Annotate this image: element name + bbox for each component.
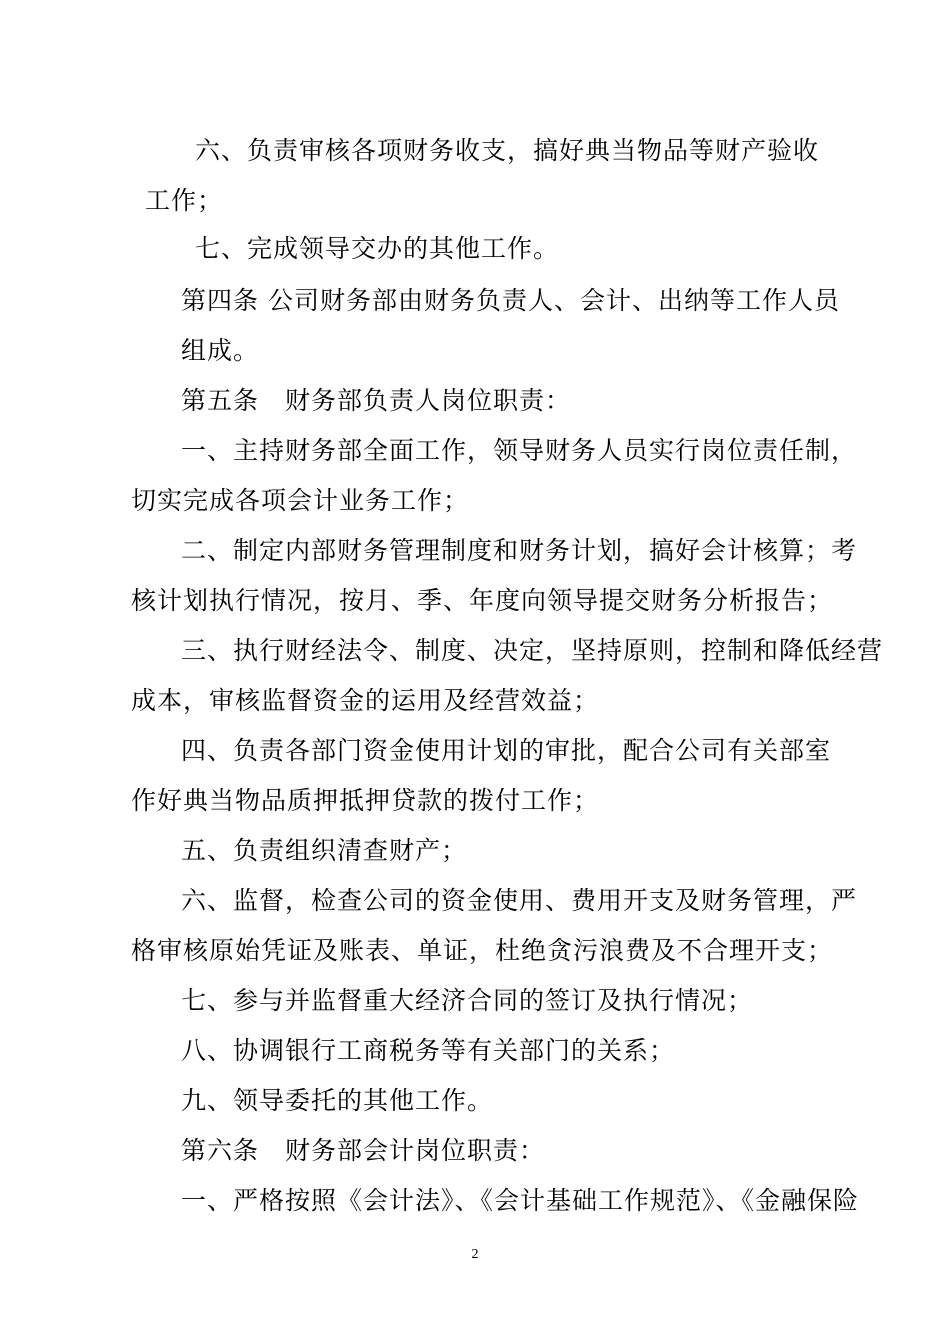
text-line: 七、完成领导交办的其他工作。 — [195, 234, 560, 263]
text-line: 二、制定内部财务管理制度和财务计划，搞好会计核算；考 — [181, 536, 858, 565]
text-line: 格审核原始凭证及账表、单证，杜绝贪污浪费及不合理开支； — [131, 936, 834, 965]
text-line: 六、监督，检查公司的资金使用、费用开支及财务管理，严 — [181, 886, 858, 915]
text-line: 一、严格按照《会计法》、《会计基础工作规范》、《金融保险 — [181, 1186, 860, 1215]
page-number: 2 — [471, 1247, 479, 1262]
text-line: 第四条 公司财务部由财务负责人、会计、出纳等工作人员 — [181, 286, 840, 315]
text-line: 七、参与并监督重大经济合同的签订及执行情况； — [181, 986, 754, 1015]
text-line: 切实完成各项会计业务工作； — [131, 486, 470, 515]
text-line: 八、协调银行工商税务等有关部门的关系； — [181, 1036, 676, 1065]
text-line: 九、领导委托的其他工作。 — [181, 1086, 494, 1115]
text-line: 作好典当物品质押抵押贷款的拨付工作； — [131, 786, 600, 815]
text-line: 三、执行财经法令、制度、决定，坚持原则，控制和降低经营 — [181, 636, 884, 665]
text-line: 一、主持财务部全面工作，领导财务人员实行岗位责任制， — [181, 436, 858, 465]
text-line: 工作； — [145, 186, 224, 215]
text-line: 第五条 财务部负责人岗位职责： — [181, 386, 572, 415]
text-line: 组成。 — [181, 336, 260, 365]
text-line: 六、负责审核各项财务收支，搞好典当物品等财产验收 — [195, 136, 820, 165]
text-line: 五、负责组织清查财产； — [181, 836, 468, 865]
text-line: 四、负责各部门资金使用计划的审批，配合公司有关部室 — [181, 736, 832, 765]
text-line: 第六条 财务部会计岗位职责： — [181, 1136, 546, 1165]
text-line: 成本，审核监督资金的运用及经营效益； — [131, 686, 600, 715]
text-line: 核计划执行情况，按月、季、年度向领导提交财务分析报告； — [131, 586, 834, 615]
